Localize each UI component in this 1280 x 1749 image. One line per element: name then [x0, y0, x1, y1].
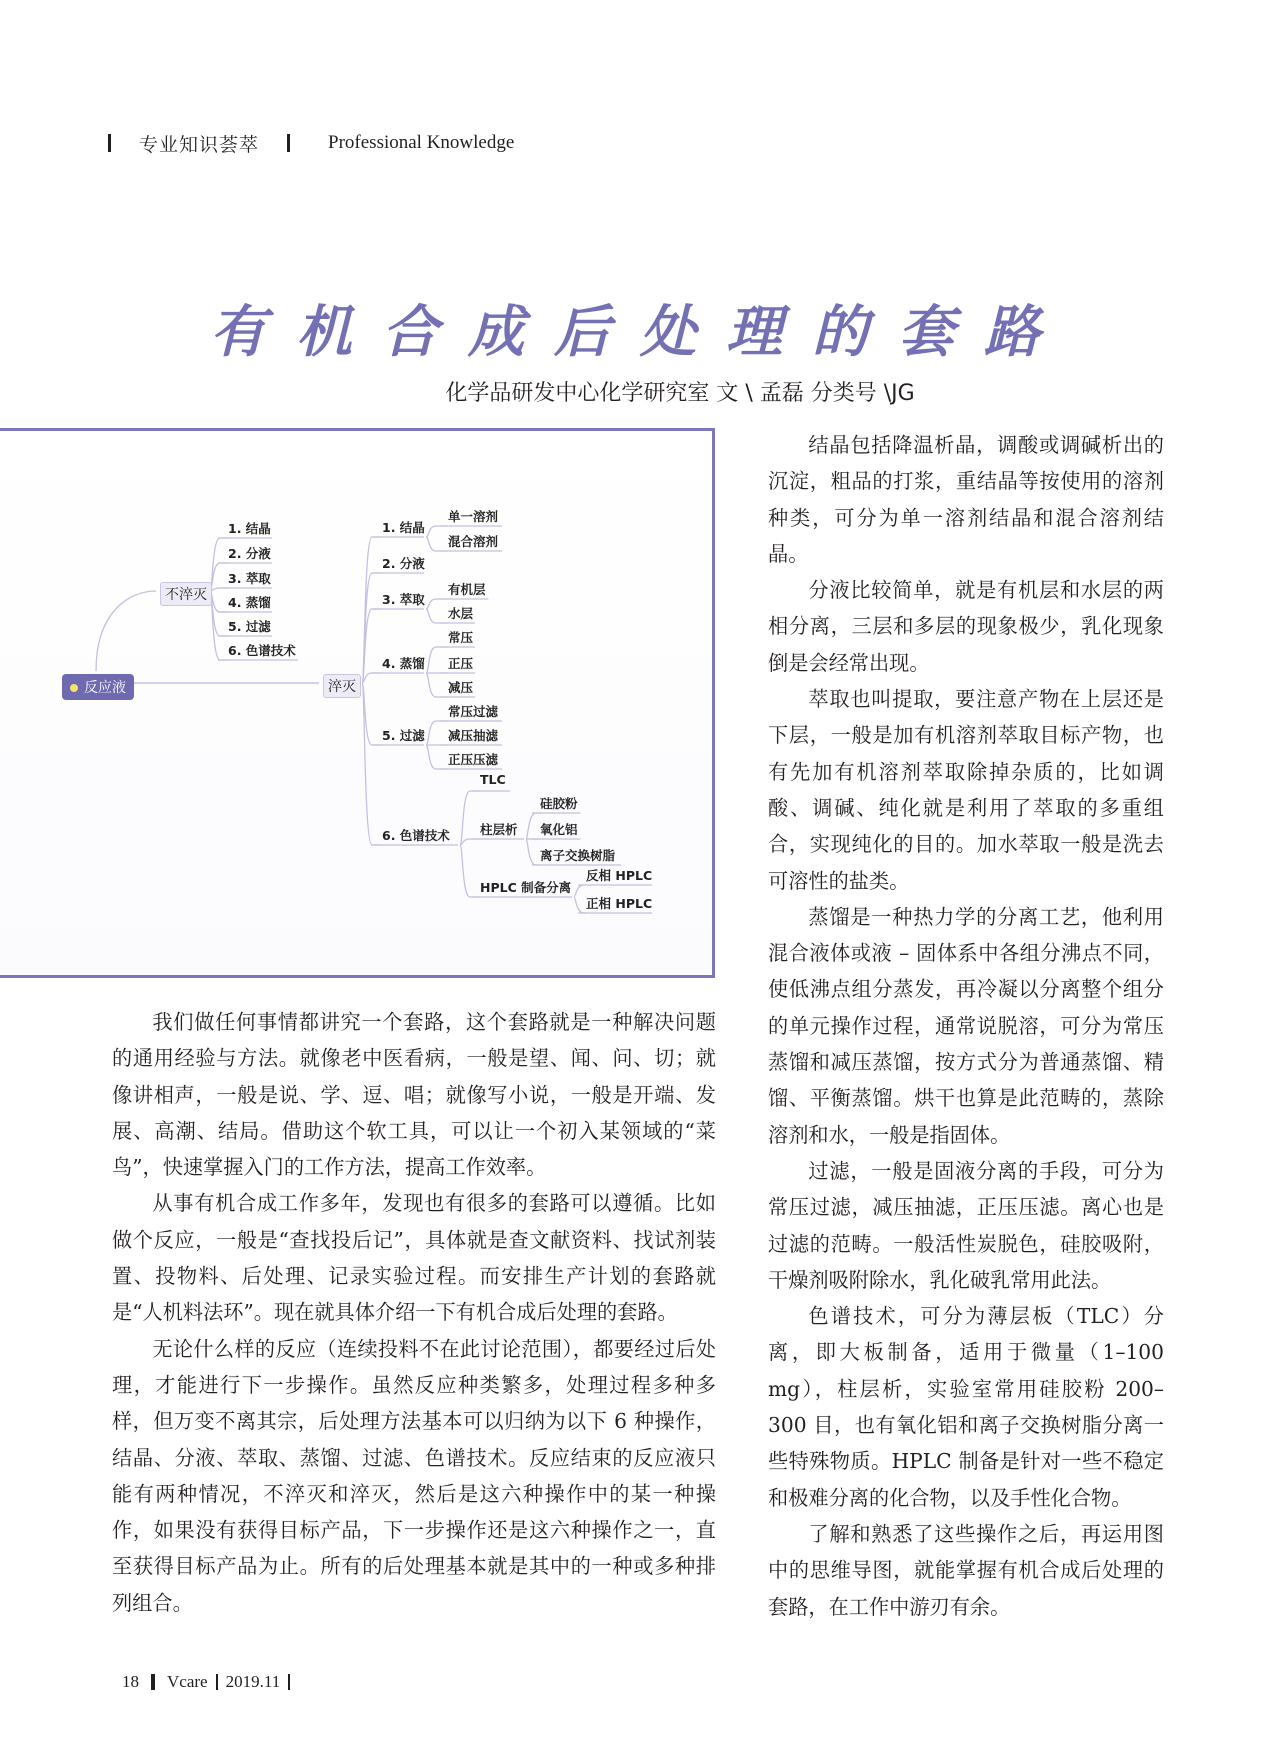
connector-line: [426, 721, 448, 745]
connector-line: [362, 537, 382, 683]
branch-node-unquenched: 不淬灭: [160, 582, 212, 606]
connector-line: [426, 537, 448, 551]
method-node: 常压: [448, 630, 474, 645]
stationary-phase-node: 氧化铝: [540, 822, 578, 837]
issue-date: 2019.11: [225, 1672, 281, 1691]
method-node: 正压: [448, 656, 474, 671]
chromatography-method-node: TLC: [480, 772, 506, 787]
method-node: 减压抽滤: [448, 728, 499, 743]
paragraph: 萃取也叫提取，要注意产物在上层还是下层，一般是加有机溶剂萃取目标产物，也有先加有机溶剂萃取除掉杂质的，比如调酸、调碱、纯化就是利用了萃取的多重组合，实现纯化的目的。加水萃取一般是洗去可溶性的盐类。: [768, 687, 1164, 893]
method-node: 正压压滤: [448, 752, 499, 767]
divider-bar: [288, 1674, 290, 1690]
branch-node-quenched: 淬灭: [323, 674, 361, 698]
root-node: [62, 674, 134, 700]
paragraph: 了解和熟悉了这些操作之后，再运用图中的思维导图，就能掌握有机合成后处理的套路，在工作中游刃有余。: [768, 1521, 1164, 1619]
article-byline: 化学品研发中心化学研究室 文 \ 孟磊 分类号 \JG: [445, 381, 915, 406]
operation-node: 5. 过滤: [382, 728, 425, 743]
paragraph: 从事有机合成工作多年，发现也有很多的套路可以遵循。比如做个反应，一般是“查找投后记”，具体就是查文献资料、找试剂装置、投物料、后处理、记录实验过程。而安排生产计划的套路就是“人机料法环”。现在就具体介绍一下有机合成后处理的套路。: [112, 1191, 716, 1325]
page-number: 18: [122, 1672, 139, 1691]
divider-bar: [216, 1674, 218, 1690]
chromatography-method-node: 柱层析: [480, 822, 518, 837]
method-node: 水层: [448, 606, 474, 621]
connector-line: [574, 897, 586, 913]
paragraph: 结晶包括降温析晶，调酸或调碱析出的沉淀，粗品的打浆，重结晶等按使用的溶剂种类，可分为单一溶剂结晶和混合溶剂结晶。: [768, 433, 1164, 566]
operation-node: 6. 色谱技术: [382, 828, 450, 843]
paragraph: 分液比较简单，就是有机层和水层的两相分离，三层和多层的现象极少，乳化现象倒是会经常出现。: [768, 578, 1164, 675]
operation-node: 2. 分液: [228, 546, 271, 561]
connector-line: [526, 813, 540, 839]
section-title-en: Professional Knowledge: [328, 132, 515, 153]
connector-line: [574, 885, 586, 897]
operation-node: 5. 过滤: [228, 619, 271, 634]
method-node: 减压: [448, 680, 474, 695]
connector-line: [526, 839, 540, 865]
operation-node: 4. 蒸馏: [382, 656, 425, 671]
operation-node: 6. 色谱技术: [228, 643, 296, 658]
paragraph: 过滤，一般是固液分离的手段，可分为常压过滤，减压抽滤，正压压滤。离心也是过滤的范畴。一般活性炭脱色，硅胶吸附，干燥剂吸附除水，乳化破乳常用此法。: [768, 1158, 1164, 1292]
operation-node: 2. 分液: [382, 556, 425, 571]
method-node: 混合溶剂: [448, 534, 499, 549]
paragraph: 我们做任何事情都讲究一个套路，这个套路就是一种解决问题的通用经验与方法。就像老中医看病，一般是望、闻、问、切；就像讲相声，一般是说、学、逗、唱；就像写小说，一般是开端、发展、高潮、结局。借助这个软工具，可以让一个初入某领域的“菜鸟”，快速掌握入门的工作方法，提高工作效率。: [112, 1010, 716, 1180]
paragraph: 无论什么样的反应（连续投料不在此讨论范围），都要经过后处理，才能进行下一步操作。虽然反应种类繁多，处理过程多种多样，但万变不离其宗，后处理方法基本可以归纳为以下 6 种操作，结晶、分液、萃取、蒸馏、过滤、色谱技术。反应结束的反应液只能有两种情况，不淬灭和淬灭，然后是这六种操作中的某一种操作，如果没有获得目标产品，下一步操作还是这六种操作之一，直至获得目标产品为止。所有的后处理基本就是其中的一种或多种排列组合。: [112, 1336, 716, 1615]
connector-line: [96, 591, 156, 671]
mindmap-canvas: [0, 451, 700, 951]
operation-node: 4. 蒸馏: [228, 595, 271, 610]
hplc-mode-node: 反相 HPLC: [586, 868, 653, 883]
connector-line: [426, 647, 448, 673]
magazine-name: Vcare: [167, 1672, 208, 1691]
mindmap-figure: [0, 428, 715, 978]
paragraph: 蒸馏是一种热力学的分离工艺，他利用混合液体或液 – 固体系中各组分沸点不同，使低沸点组分蒸发，再冷凝以分离整个组分的单元操作过程，通常说脱溶，可分为常压蒸馏和减压蒸馏，按方式分为普通蒸馏、精馏、平衡蒸馏。烘干也算是此范畴的，蒸除溶剂和水，一般是指固体。: [768, 904, 1164, 1147]
method-node: 常压过滤: [448, 704, 499, 719]
article-title: 有机合成后处理的套路: [210, 300, 1070, 365]
connector-line: [460, 791, 480, 845]
connector-line: [426, 599, 448, 609]
page-footer: [122, 1672, 298, 1692]
divider-bar: [151, 1674, 155, 1690]
operation-node: 1. 结晶: [382, 520, 425, 535]
stationary-phase-node: 硅胶粉: [540, 796, 578, 811]
connector-line: [426, 526, 448, 537]
left-column-text: [112, 1004, 716, 1621]
connector-line: [460, 845, 480, 897]
section-header: [108, 130, 514, 156]
divider-bar: [108, 134, 111, 152]
divider-bar: [287, 134, 290, 152]
operation-node: 1. 结晶: [228, 521, 271, 536]
mindmap-connectors: [0, 451, 700, 971]
connector-line: [426, 673, 448, 697]
operation-node: 3. 萃取: [382, 592, 425, 607]
chromatography-method-node: HPLC 制备分离: [480, 880, 572, 895]
root-node-label: 反应液: [84, 680, 126, 696]
stationary-phase-node: 离子交换树脂: [540, 848, 616, 863]
right-column-text: [768, 427, 1164, 1625]
method-node: 有机层: [448, 582, 486, 597]
hplc-mode-node: 正相 HPLC: [586, 896, 653, 911]
connector-line: [362, 673, 382, 683]
section-title-cn: 专业知识荟萃: [139, 133, 260, 156]
paragraph: 色谱技术，可分为薄层板（TLC）分离，即大板制备，适用于微量（1–100 mg），柱层析，实验室常用硅胶粉 200–300 目，也有氧化铝和离子交换树脂分离一些特殊物质。HPLC 制备是针对一些不稳定和极难分离的化合物，以及手性化合物。: [768, 1304, 1164, 1510]
connector-line: [362, 573, 382, 683]
connector-line: [426, 745, 448, 769]
method-node: 单一溶剂: [448, 509, 499, 524]
bullet-dot-icon: [70, 684, 78, 692]
connector-line: [460, 839, 480, 845]
connector-line: [426, 609, 448, 623]
operation-node: 3. 萃取: [228, 571, 271, 586]
